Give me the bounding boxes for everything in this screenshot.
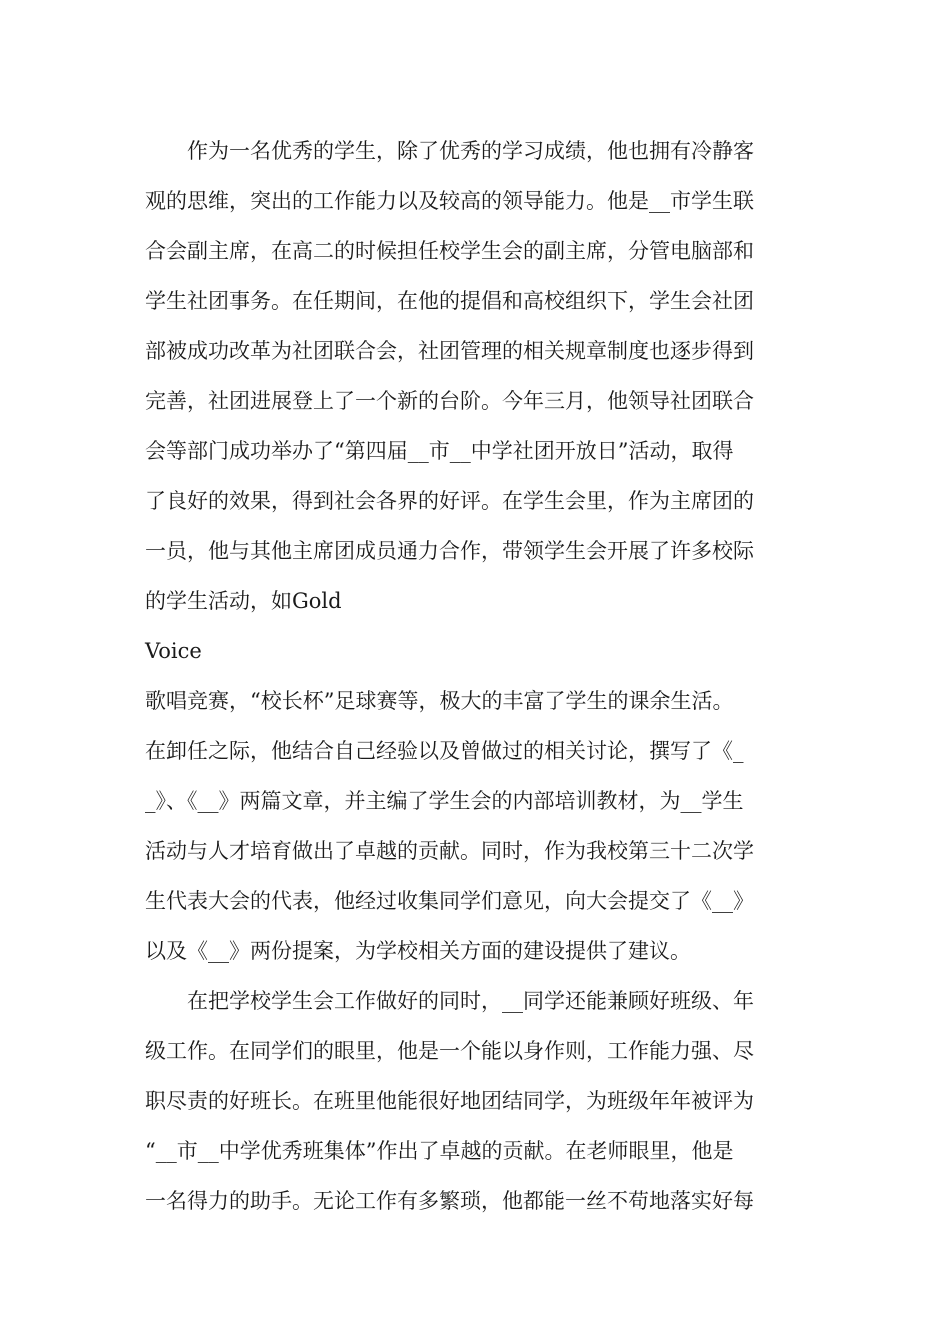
text-line: 部被成功改革为社团联合会，社团管理的相关规章制度也逐步得到 xyxy=(145,339,754,363)
text-line: 一员，他与其他主席团成员通力合作，带领学生会开展了许多校际 xyxy=(145,539,754,563)
text-line: 观的思维，突出的工作能力以及较高的领导能力。他是__市学生联 xyxy=(145,189,754,213)
text-line: 完善，社团进展登上了一个新的台阶。今年三月，他领导社团联合 xyxy=(145,389,754,413)
text-line: 在卸任之际，他结合自己经验以及曾做过的相关讨论，撰写了《_ xyxy=(145,739,744,763)
document-body xyxy=(145,126,815,1226)
text-line: “__市__中学优秀班集体”作出了卓越的贡献。在老师眼里，他是 xyxy=(145,1139,734,1163)
text-line: 职尽责的好班长。在班里他能很好地团结同学，为班级年年被评为 xyxy=(145,1089,754,1113)
text-line: 会等部门成功举办了“第四届__市__中学社团开放日”活动，取得 xyxy=(145,439,734,463)
text-line: 以及《__》两份提案，为学校相关方面的建设提供了建议。 xyxy=(145,939,691,963)
text-line: 了良好的效果，得到社会各界的好评。在学生会里，作为主席团的 xyxy=(145,489,754,513)
paragraph-1-first-line: 作为一名优秀的学生，除了优秀的学习成绩，他也拥有冷静客 xyxy=(187,139,754,163)
text-line: Voice xyxy=(145,639,202,663)
paragraph-2-first-line: 在把学校学生会工作做好的同时，__同学还能兼顾好班级、年 xyxy=(187,989,754,1013)
text-line: 学生社团事务。在任期间，在他的提倡和高校组织下，学生会社团 xyxy=(145,289,754,313)
text-line: 一名得力的助手。无论工作有多繁琐，他都能一丝不苟地落实好每 xyxy=(145,1189,754,1213)
text-line: 生代表大会的代表，他经过收集同学们意见，向大会提交了《__》 xyxy=(145,889,754,913)
text-line: _》、《__》两篇文章，并主编了学生会的内部培训教材，为__学生 xyxy=(145,789,744,813)
text-line: 合会副主席，在高二的时候担任校学生会的副主席，分管电脑部和 xyxy=(145,239,754,263)
text-line: 活动与人才培育做出了卓越的贡献。同时，作为我校第三十二次学 xyxy=(145,839,754,863)
text-line: 歌唱竞赛，“校长杯”足球赛等，极大的丰富了学生的课余生活。 xyxy=(145,689,734,713)
text-line: 的学生活动，如Gold xyxy=(145,589,342,613)
text-line: 级工作。在同学们的眼里，他是一个能以身作则，工作能力强、尽 xyxy=(145,1039,754,1063)
